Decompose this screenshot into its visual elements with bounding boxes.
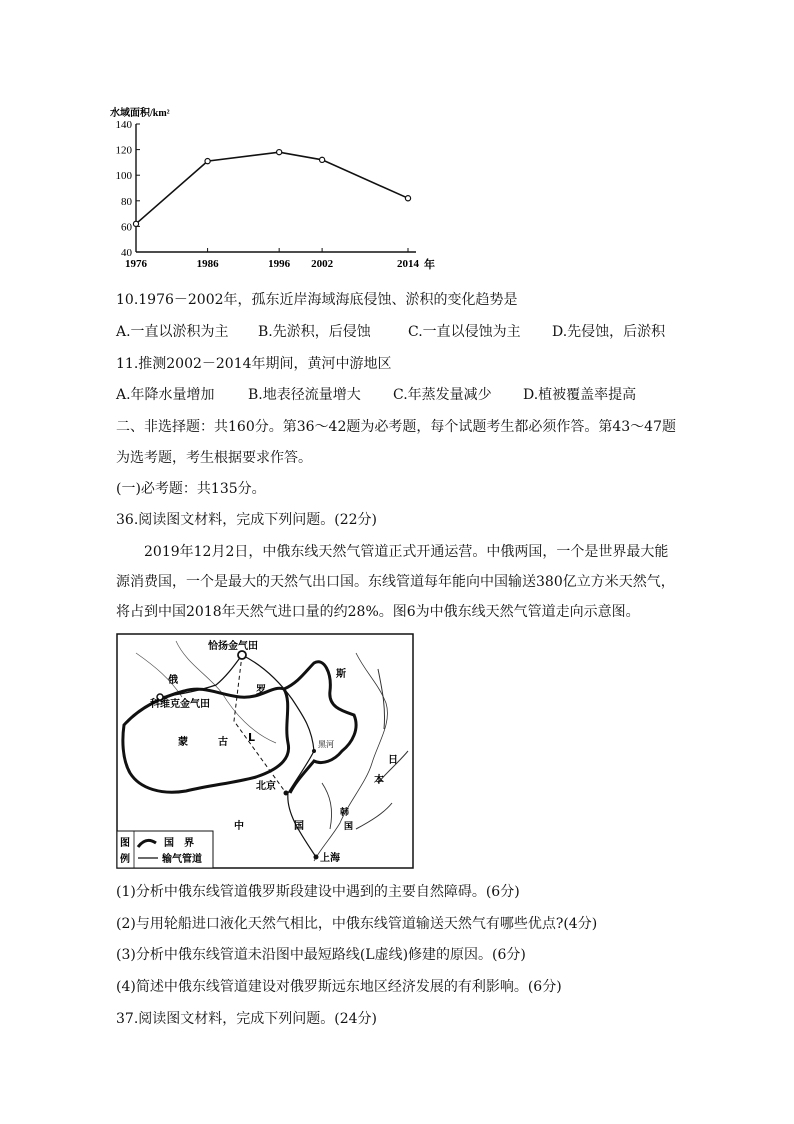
q11-stem: 11.推测2002－2014年期间，黄河中游地区 [116, 356, 392, 372]
label-si: 斯 [336, 669, 346, 680]
legend-border-text: 国 界 [164, 838, 194, 849]
q11-option-a: A.年降水量增加 [116, 387, 215, 403]
q10-option-c: C.一直以侵蚀为主 [408, 324, 521, 340]
x-tick-label: 1976 [125, 258, 147, 270]
section2-intro-line2: 为选考题，考生根据要求作答。 [116, 450, 312, 466]
chart-ylabel: 水域面积/km² [110, 108, 170, 119]
data-point [277, 150, 282, 155]
section2-intro-line1: 二、非选择题：共160分。第36～42题为必考题，每个试题考生都必须作答。第43～47题 [116, 419, 676, 435]
label-kovykta: 科维克金气田 [150, 699, 210, 710]
label-meng: 蒙 [178, 737, 188, 748]
label-chayanda: 恰扬金气田 [208, 641, 258, 652]
label-guo: 国 [294, 821, 304, 832]
q11-option-d: D.植被覆盖率提高 [523, 387, 637, 403]
data-point [320, 157, 325, 162]
y-tick-label: 140 [115, 119, 132, 131]
data-point [405, 196, 410, 201]
chayanda-field-marker [238, 651, 246, 659]
label-shanghai: 上海 [320, 853, 340, 864]
label-ben: 本 [374, 775, 384, 786]
q10-option-b: B.先淤积，后侵蚀 [258, 324, 371, 340]
label-luo: 罗 [256, 685, 266, 696]
q36-sub1: (1)分析中俄东线管道俄罗斯段建设中遇到的主要自然障碍。(6分) [116, 884, 520, 900]
q10-option-d: D.先侵蚀，后淤积 [552, 324, 666, 340]
water-area-line-chart [108, 100, 448, 272]
q36-sub3: (3)分析中俄东线管道未沿图中最短路线(L虚线)修建的原因。(6分) [116, 947, 526, 963]
y-tick-label: 120 [115, 144, 132, 157]
chart-xlabel: 年 [424, 259, 435, 271]
pipeline-route-map [116, 633, 414, 869]
x-tick-label: 2002 [311, 258, 334, 270]
section2-required: (一)必考题：共135分。 [116, 481, 266, 497]
label-heihe: 黑河 [318, 740, 334, 749]
q36-sub4: (4)简述中俄东线管道建设对俄罗斯远东地区经济发展的有利影响。(6分) [116, 979, 562, 995]
heihe-marker [312, 749, 316, 753]
legend-tu: 图 [120, 838, 130, 849]
legend-pipe-text: 输气管道 [162, 854, 202, 865]
data-point [133, 221, 138, 226]
label-zhong: 中 [234, 821, 244, 832]
y-tick-label: 100 [115, 170, 132, 183]
q10-stem: 10.1976－2002年，孤东近岸海域海底侵蚀、淤积的变化趋势是 [116, 292, 518, 308]
x-tick-label: 1986 [196, 258, 219, 270]
x-tick-label: 2014 [397, 258, 419, 270]
y-tick-label: 60 [121, 221, 132, 234]
label-e: 俄 [168, 675, 178, 686]
chart-ticks [116, 119, 420, 270]
y-tick-label: 80 [121, 195, 132, 208]
label-L: L [248, 731, 256, 744]
q36-title: 36.阅读图文材料，完成下列问题。(22分) [116, 512, 378, 528]
label-han2: 国 [344, 822, 354, 832]
label-beijing: 北京 [256, 781, 276, 792]
label-gu: 古 [218, 737, 228, 748]
label-ri: 日 [388, 755, 398, 766]
q37-title: 37.阅读图文材料，完成下列问题。(24分) [116, 1011, 378, 1027]
y-tick-label: 40 [121, 247, 132, 259]
label-han1: 韩 [340, 808, 350, 818]
q10-option-a: A.一直以淤积为主 [116, 324, 229, 340]
q36-sub2: (2)与用轮船进口液化天然气相比，中俄东线管道输送天然气有哪些优点?(4分) [116, 916, 598, 932]
series-points [133, 150, 410, 227]
shanghai-marker [314, 855, 319, 860]
map-legend [117, 831, 213, 868]
data-point [205, 159, 210, 164]
beijing-marker [284, 791, 289, 796]
series-line [136, 152, 408, 224]
legend-li: 例 [120, 854, 130, 865]
q11-option-c: C.年蒸发量减少 [393, 387, 492, 403]
q11-option-b: B.地表径流量增大 [248, 387, 361, 403]
q36-material: 2019年12月2日，中俄东线天然气管道正式开通运营。中俄两国，一个是世界最大能源消费国，一个是最大的天然气出口国。东线管道每年能向中国输送380亿立方米天然气，将占到中国2018年天然气进口量的约28%。图6为中俄东线天然气管道走向示意图。 [116, 544, 675, 620]
x-tick-label: 1996 [268, 258, 291, 270]
